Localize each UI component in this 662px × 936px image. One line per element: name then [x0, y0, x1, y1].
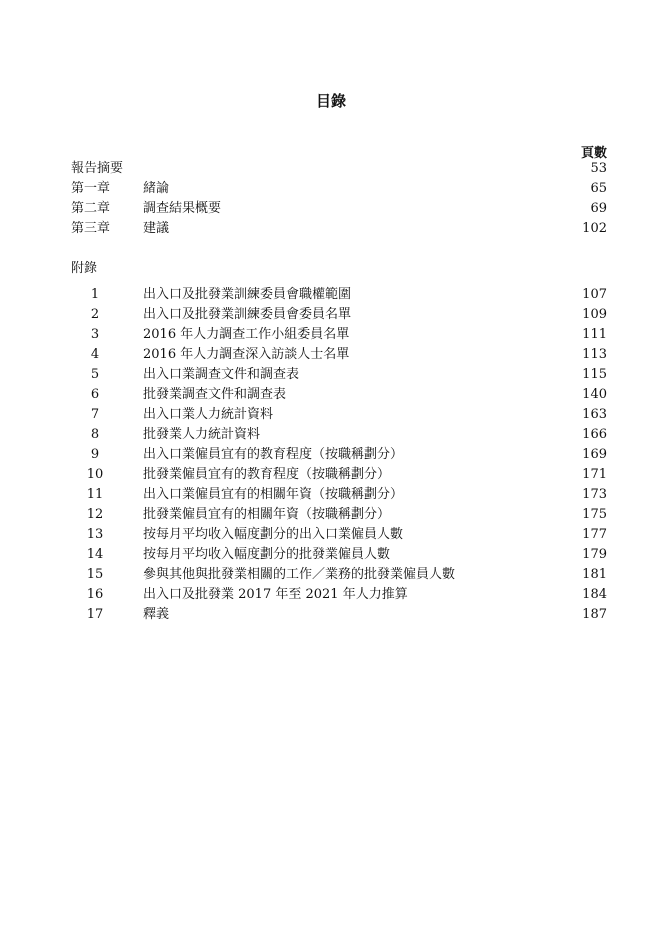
appendix-title: 按每月平均收入幅度劃分的批發業僱員人數: [143, 547, 391, 562]
toc-title: 緒論: [143, 181, 170, 196]
appendix-number: 11: [86, 487, 104, 502]
appendix-row[interactable]: [0, 565, 662, 585]
appendix-number: 14: [86, 547, 104, 562]
appendix-row[interactable]: [0, 605, 662, 625]
appendix-page: 181: [582, 567, 607, 582]
appendix-title: 按每月平均收入幅度劃分的出入口業僱員人數: [143, 527, 404, 542]
appendix-title: 釋義: [143, 607, 170, 622]
appendix-row[interactable]: [0, 485, 662, 505]
appendix-number: 3: [90, 327, 100, 342]
appendix-number: 16: [86, 587, 104, 602]
toc-label: 第一章: [71, 181, 111, 196]
appendix-title: 批發業人力統計資料: [143, 427, 261, 442]
appendix-title: 批發業調查文件和調查表: [143, 387, 287, 402]
appendix-title: 參與其他與批發業相關的工作／業務的批發業僱員人數: [143, 567, 456, 582]
toc-page: 69: [590, 201, 607, 216]
page-column-header: 頁數: [580, 146, 607, 161]
toc-title: 調查結果概要: [143, 201, 222, 216]
appendix-title: 出入口及批發業訓練委員會委員名單: [143, 307, 352, 322]
appendix-page: 187: [582, 607, 607, 622]
appendix-page: 163: [582, 407, 607, 422]
appendix-row[interactable]: [0, 525, 662, 545]
appendix-page: 111: [582, 327, 607, 342]
appendix-row[interactable]: [0, 305, 662, 325]
appendix-page: 171: [582, 467, 607, 482]
toc-label: 第二章: [71, 201, 111, 216]
appendix-number: 9: [90, 447, 100, 462]
appendix-title: 批發業僱員宜有的教育程度（按職稱劃分）: [143, 467, 391, 482]
appendix-page: 140: [582, 387, 607, 402]
appendix-title: 批發業僱員宜有的相關年資（按職稱劃分）: [143, 507, 391, 522]
appendix-number: 17: [86, 607, 104, 622]
appendix-title: 2016 年人力調查工作小組委員名單: [143, 327, 350, 342]
appendix-number: 6: [90, 387, 100, 402]
appendix-page: 166: [582, 427, 607, 442]
toc-row-chapter-3[interactable]: [0, 219, 662, 239]
appendix-number: 12: [86, 507, 104, 522]
appendix-number: 15: [86, 567, 104, 582]
toc-row-chapter-2[interactable]: [0, 199, 662, 219]
appendix-title: 2016 年人力調查深入訪談人士名單: [143, 347, 350, 362]
appendix-page: 179: [582, 547, 607, 562]
appendix-number: 7: [90, 407, 100, 422]
toc-row-chapter-1[interactable]: [0, 179, 662, 199]
appendix-page: 113: [582, 347, 607, 362]
appendix-page: 107: [582, 287, 607, 302]
appendix-page: 175: [582, 507, 607, 522]
toc-label: 報告摘要: [71, 161, 124, 176]
appendix-number: 8: [90, 427, 100, 442]
appendix-row[interactable]: [0, 545, 662, 565]
appendix-number: 2: [90, 307, 100, 322]
appendix-number: 1: [90, 287, 100, 302]
appendix-row[interactable]: [0, 325, 662, 345]
appendix-row[interactable]: [0, 465, 662, 485]
appendix-number: 5: [90, 367, 100, 382]
appendix-title: 出入口業僱員宜有的教育程度（按職稱劃分）: [143, 447, 404, 462]
toc-page: 53: [590, 161, 607, 176]
appendix-page: 115: [582, 367, 607, 382]
appendix-title: 出入口業人力統計資料: [143, 407, 274, 422]
appendix-page: 173: [582, 487, 607, 502]
appendix-page: 184: [582, 587, 607, 602]
appendix-row[interactable]: [0, 445, 662, 465]
toc-page: 102: [582, 221, 607, 236]
appendix-page: 109: [582, 307, 607, 322]
appendix-heading: 附錄: [71, 261, 98, 276]
appendix-title: 出入口業調查文件和調查表: [143, 367, 300, 382]
appendix-title: 出入口及批發業訓練委員會職權範圍: [143, 287, 352, 302]
appendix-row[interactable]: [0, 345, 662, 365]
appendix-row[interactable]: [0, 425, 662, 445]
page-title: 目錄: [315, 92, 346, 110]
appendix-title: 出入口業僱員宜有的相關年資（按職稱劃分）: [143, 487, 404, 502]
appendix-row[interactable]: [0, 365, 662, 385]
toc-row-summary[interactable]: [0, 159, 662, 179]
appendix-number: 13: [86, 527, 104, 542]
appendix-page: 169: [582, 447, 607, 462]
toc-page: 65: [590, 181, 607, 196]
appendix-row[interactable]: [0, 285, 662, 305]
appendix-number: 4: [90, 347, 100, 362]
appendix-title: 出入口及批發業 2017 年至 2021 年人力推算: [143, 587, 408, 602]
appendix-number: 10: [86, 467, 104, 482]
appendix-row[interactable]: [0, 505, 662, 525]
toc-title: 建議: [143, 221, 170, 236]
appendix-page: 177: [582, 527, 607, 542]
appendix-row[interactable]: [0, 405, 662, 425]
toc-label: 第三章: [71, 221, 111, 236]
appendix-row[interactable]: [0, 385, 662, 405]
appendix-row[interactable]: [0, 585, 662, 605]
